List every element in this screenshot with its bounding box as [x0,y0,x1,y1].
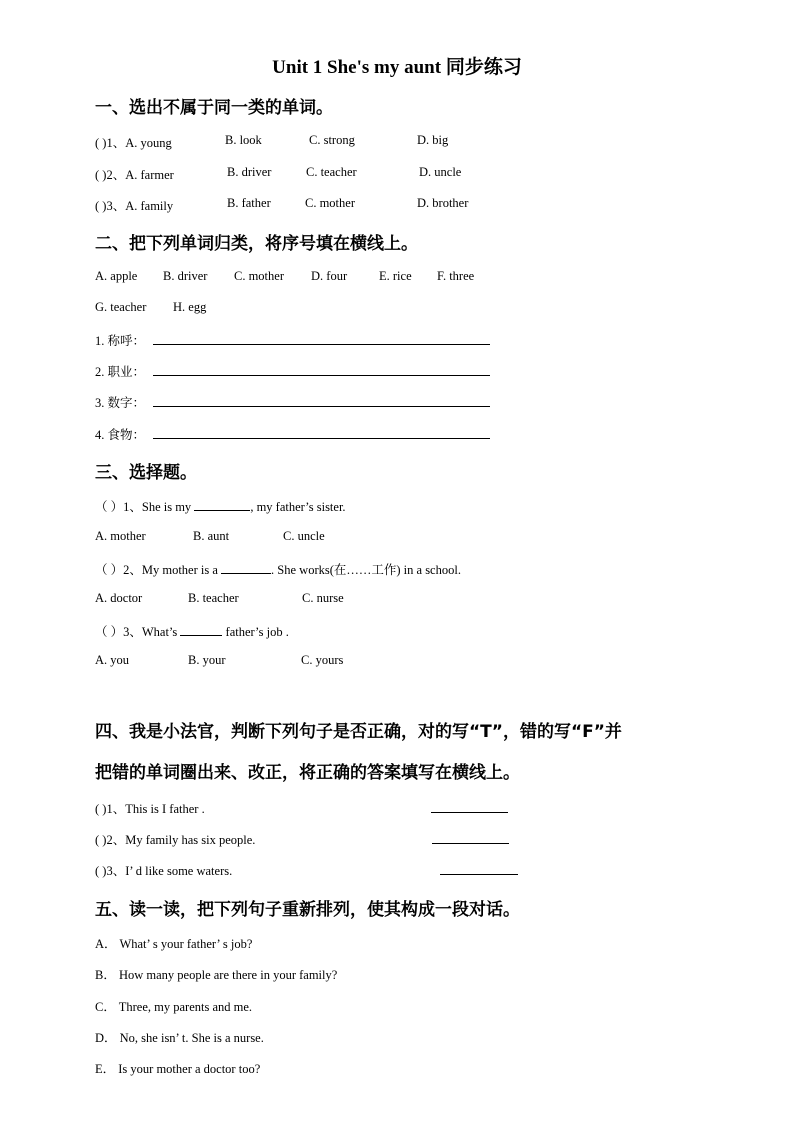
question-text: ( )3、A. family [95,199,174,213]
dialogue-item [95,934,252,952]
item-text: Three, my parents and me. [118,1000,253,1014]
word-item: G. teacher [95,300,147,314]
option-c: C. yours [301,653,344,667]
question-1 [95,497,346,515]
option-a: A. mother [95,529,146,543]
option-a: A. doctor [95,591,143,605]
page-title: Unit 1 She's my aunt 同步练习 [272,57,522,78]
word-item: H. egg [173,300,207,314]
dialogue-item [95,965,337,983]
section-2-heading: 二、把下列单词归类，将序号填在横线上。 [95,234,418,254]
question-2 [95,560,461,578]
option-c: C. nurse [302,591,344,605]
word-item: F. three [437,269,475,283]
item-text: How many people are there in your family? [118,968,338,982]
section-1-heading: 一、选出不属于同一类的单词。 [95,98,333,118]
word-item: A. apple [95,269,138,283]
question-text: （ ）1、She is my [95,500,195,514]
word-item: B. driver [163,269,208,283]
blank[interactable] [194,498,250,511]
category-label: 3. 数字： [95,396,146,410]
question-text: ( )1、A. young [95,136,172,150]
question-text: , my father’s sister. [250,500,346,514]
answer-line[interactable] [431,812,508,813]
judge-item: ( )3、I’ d like some waters. [95,864,233,878]
option-b: B. your [188,653,226,667]
option-b: B. aunt [193,529,230,543]
category-label: 2. 职业： [95,365,146,379]
question-text: ( )2、A. farmer [95,168,174,182]
item-text: Is your mother a doctor too? [118,1062,261,1076]
answer-line[interactable] [432,843,509,844]
judge-item: ( )1、This is I father . [95,802,205,816]
item-text: No, she isn’ t. She is a nurse. [119,1031,264,1045]
option-d: D. big [417,133,449,147]
dialogue-item [95,1028,264,1046]
answer-line[interactable] [153,438,490,439]
option-c: C. mother [305,196,355,210]
word-item: C. mother [234,269,284,283]
question-3 [95,622,289,640]
item-text: What’ s your father’ s job? [119,937,253,951]
answer-line[interactable] [153,375,490,376]
item-letter: E． [95,1062,116,1076]
item-letter: A． [95,937,117,951]
option-d: D. uncle [419,165,462,179]
option-d: D. brother [417,196,469,210]
answer-line[interactable] [153,406,490,407]
question-text: （ ）3、What’s [95,625,181,639]
question-text: （ ）2、My mother is a [95,563,222,577]
section-4-heading-cont: 把错的单词圈出来、改正，将正确的答案填写在横线上。 [95,763,520,783]
dialogue-item [95,997,252,1015]
answer-line[interactable] [440,874,518,875]
section-3-heading: 三、选择题。 [95,463,197,483]
blank[interactable] [180,623,222,636]
section-4-heading: 四、我是小法官，判断下列句子是否正确，对的写“T”，错的写“F”并 [95,722,622,742]
question-text: . She works(在……工作) in a school. [271,563,461,577]
option-b: B. driver [227,165,272,179]
item-letter: C． [95,1000,116,1014]
word-item: D. four [311,269,348,283]
option-a: A. you [95,653,130,667]
dialogue-item [95,1059,260,1077]
category-label: 4. 食物： [95,428,146,442]
item-letter: B． [95,968,116,982]
item-letter: D． [95,1031,117,1045]
category-label: 1. 称呼： [95,334,146,348]
judge-item: ( )2、My family has six people. [95,833,256,847]
section-5-heading: 五、读一读，把下列句子重新排列，使其构成一段对话。 [95,900,520,920]
option-b: B. look [225,133,262,147]
question-text: father’s job . [222,625,289,639]
blank[interactable] [221,561,271,574]
word-item: E. rice [379,269,412,283]
option-b: B. father [227,196,271,210]
option-c: C. strong [309,133,355,147]
option-c: C. teacher [306,165,357,179]
option-b: B. teacher [188,591,239,605]
answer-line[interactable] [153,344,490,345]
option-c: C. uncle [283,529,325,543]
